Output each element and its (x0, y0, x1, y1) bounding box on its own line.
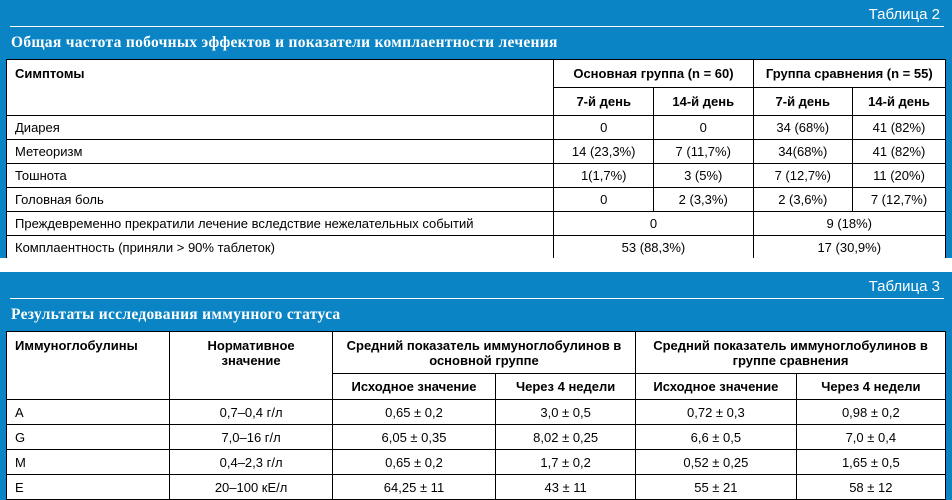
table2-wrapper (0, 59, 952, 260)
baseline-comparison-header: Исходное значение (636, 374, 797, 400)
cell: 9 (18%) (753, 212, 946, 236)
normative-value-header: Нормативное значение (170, 332, 332, 400)
cell: 41 (82%) (853, 140, 946, 164)
day7-main-header: 7-й день (554, 88, 654, 116)
cell: 41 (82%) (853, 116, 946, 140)
row-label: Головная боль (7, 188, 554, 212)
cell: 8,02 ± 0,25 (496, 425, 636, 450)
cell: 0 (554, 188, 654, 212)
table-row (7, 450, 946, 475)
cell: 6,6 ± 0,5 (636, 425, 797, 450)
cell: 0,65 ± 0,2 (332, 400, 495, 425)
immune-status-table (6, 331, 946, 500)
cell: 7 (12,7%) (853, 188, 946, 212)
table3-group-header-row (7, 332, 946, 374)
day14-comparison-header: 14-й день (853, 88, 946, 116)
table2-caption: Таблица 2 (868, 6, 940, 23)
day14-main-header: 14-й день (653, 88, 753, 116)
cell: 1,65 ± 0,5 (796, 450, 945, 475)
norm-cell: 20–100 кЕ/л (170, 475, 332, 500)
row-label: Е (7, 475, 170, 500)
table2-title: Общая частота побочных эффектов и показатели комплаентности лечения (11, 34, 558, 51)
cell: 0,72 ± 0,3 (636, 400, 797, 425)
table3-caption: Таблица 3 (868, 278, 940, 295)
cell: 34(68%) (753, 140, 853, 164)
immunoglobulins-column-header: Иммуноглобулины (7, 332, 170, 400)
side-effects-table (6, 59, 946, 260)
cell: 1,7 ± 0,2 (496, 450, 636, 475)
norm-cell: 0,4–2,3 г/л (170, 450, 332, 475)
cell: 0,52 ± 0,25 (636, 450, 797, 475)
table-row (7, 140, 946, 164)
cell: 0 (653, 116, 753, 140)
cell: 0 (554, 212, 753, 236)
cell: 3 (5%) (653, 164, 753, 188)
table-row (7, 425, 946, 450)
table-row (7, 188, 946, 212)
cell: 34 (68%) (753, 116, 853, 140)
table-row (7, 400, 946, 425)
week4-main-header: Через 4 недели (496, 374, 636, 400)
cell: 58 ± 12 (796, 475, 945, 500)
cell: 43 ± 11 (496, 475, 636, 500)
row-label: М (7, 450, 170, 475)
cell: 7,0 ± 0,4 (796, 425, 945, 450)
comparison-group-header: Группа сравнения (n = 55) (753, 60, 946, 88)
table3-wrapper (0, 331, 952, 500)
row-label: Преждевременно прекратили лечение вследствие нежелательных событий (7, 212, 554, 236)
cell: 17 (30,9%) (753, 236, 946, 260)
table-row (7, 212, 946, 236)
cell: 0,65 ± 0,2 (332, 450, 495, 475)
table2-group-header-row (7, 60, 946, 88)
table-row (7, 475, 946, 500)
table-row (7, 116, 946, 140)
table-row (7, 236, 946, 260)
cell: 55 ± 21 (636, 475, 797, 500)
comparison-group-avg-header: Средний показатель иммуноглобулинов в группе сравнения (636, 332, 946, 374)
cell: 64,25 ± 11 (332, 475, 495, 500)
cell: 2 (3,6%) (753, 188, 853, 212)
cell: 0 (554, 116, 654, 140)
row-label: А (7, 400, 170, 425)
cell: 0,98 ± 0,2 (796, 400, 945, 425)
table3-title: Результаты исследования иммунного статуса (11, 306, 341, 323)
symptoms-column-header: Симптомы (7, 60, 554, 116)
week4-comparison-header: Через 4 недели (796, 374, 945, 400)
cell: 53 (88,3%) (554, 236, 753, 260)
cell: 14 (23,3%) (554, 140, 654, 164)
main-group-avg-header: Средний показатель иммуноглобулинов в основной группе (332, 332, 635, 374)
norm-cell: 0,7–0,4 г/л (170, 400, 332, 425)
table3-panel (0, 272, 952, 500)
row-label: Комплаентность (приняли > 90% таблеток) (7, 236, 554, 260)
row-label: G (7, 425, 170, 450)
table-row (7, 164, 946, 188)
row-label: Диарея (7, 116, 554, 140)
cell: 2 (3,3%) (653, 188, 753, 212)
baseline-main-header: Исходное значение (332, 374, 495, 400)
cell: 7 (12,7%) (753, 164, 853, 188)
row-label: Метеоризм (7, 140, 554, 164)
cell: 6,05 ± 0,35 (332, 425, 495, 450)
main-group-header: Основная группа (n = 60) (554, 60, 753, 88)
panel-gap (0, 258, 952, 272)
cell: 1(1,7%) (554, 164, 654, 188)
cell: 7 (11,7%) (653, 140, 753, 164)
cell: 3,0 ± 0,5 (496, 400, 636, 425)
day7-comparison-header: 7-й день (753, 88, 853, 116)
row-label: Тошнота (7, 164, 554, 188)
cell: 11 (20%) (853, 164, 946, 188)
norm-cell: 7,0–16 г/л (170, 425, 332, 450)
